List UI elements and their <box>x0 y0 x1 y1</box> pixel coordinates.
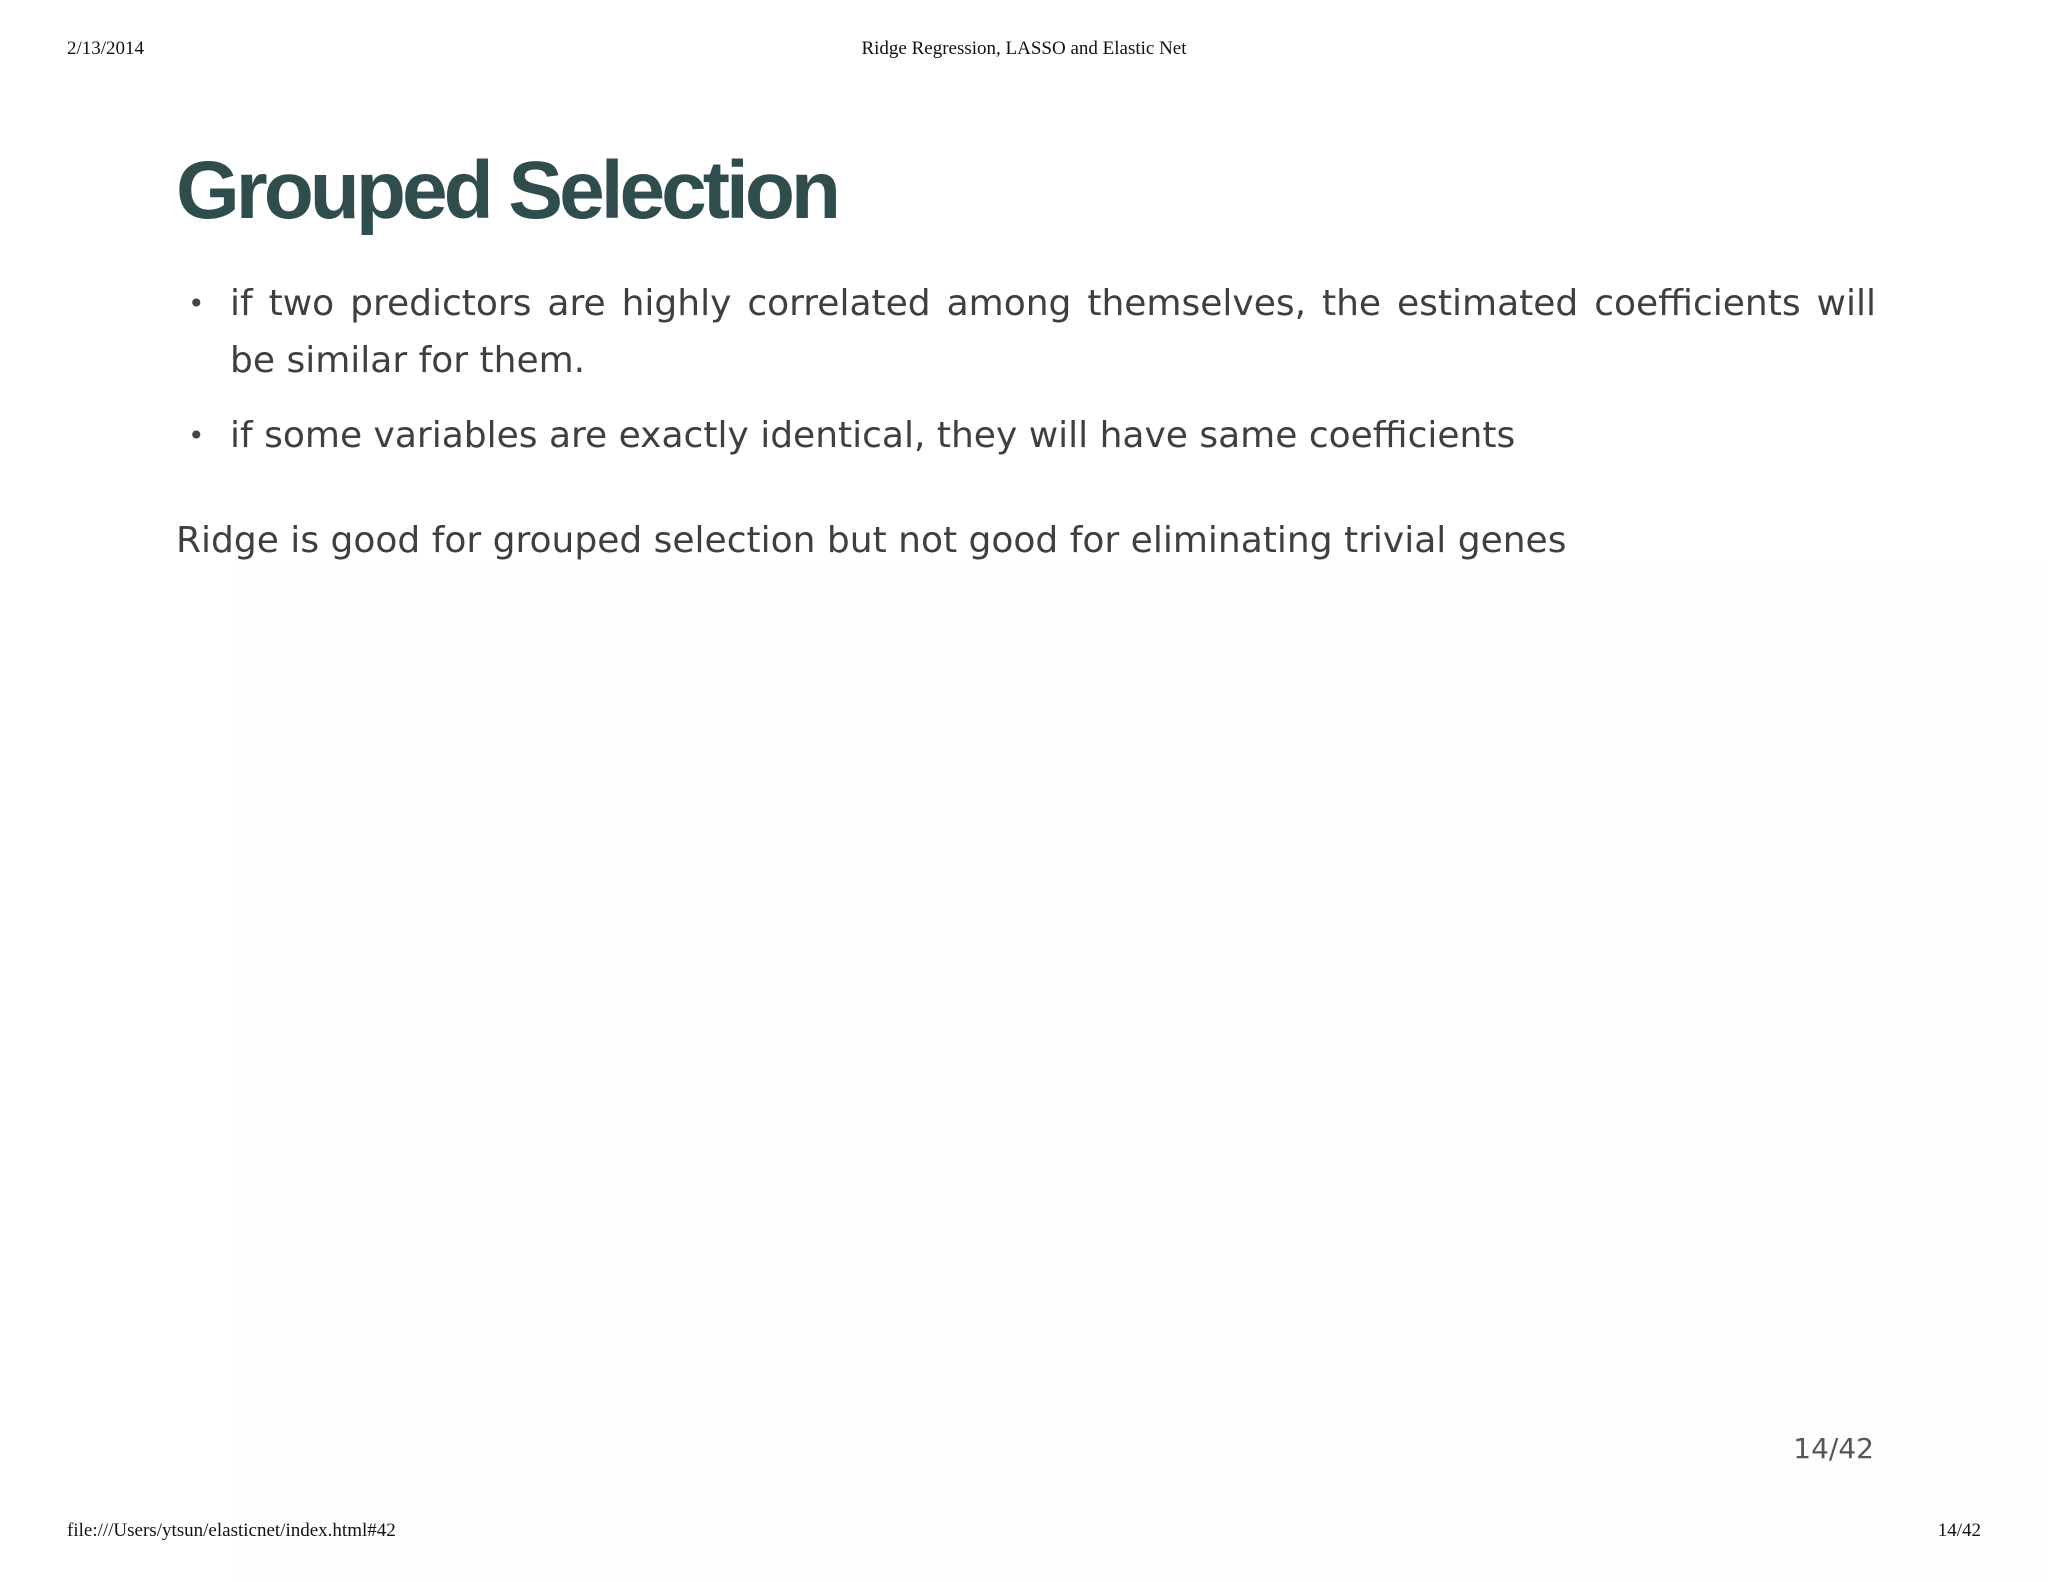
bullet-icon: • <box>188 287 205 320</box>
list-item <box>176 407 1876 464</box>
bullet-list <box>176 275 1876 482</box>
bullet-icon: • <box>188 419 205 452</box>
slide-background <box>238 560 2048 1582</box>
slide-number: 14/42 <box>1793 1432 1874 1465</box>
print-date: 2/13/2014 <box>67 38 145 59</box>
print-url: file:///Users/ytsun/elasticnet/index.html#42 <box>67 1520 396 1541</box>
print-footer <box>67 1520 1981 1546</box>
slide-title: Grouped Selection <box>176 145 837 236</box>
summary-text: Ridge is good for grouped selection but not good for eliminating trivial genes <box>176 520 1567 561</box>
print-document-title: Ridge Regression, LASSO and Elastic Net <box>861 38 1187 59</box>
print-page-number: 14/42 <box>1937 1520 1981 1541</box>
bullet-text: if two predictors are highly correlated among themselves, the estimated coefficients will be similar for them. <box>230 283 1876 381</box>
bullet-text: if some variables are exactly identical, they will have same coefficients <box>230 415 1516 456</box>
list-item <box>176 275 1876 389</box>
